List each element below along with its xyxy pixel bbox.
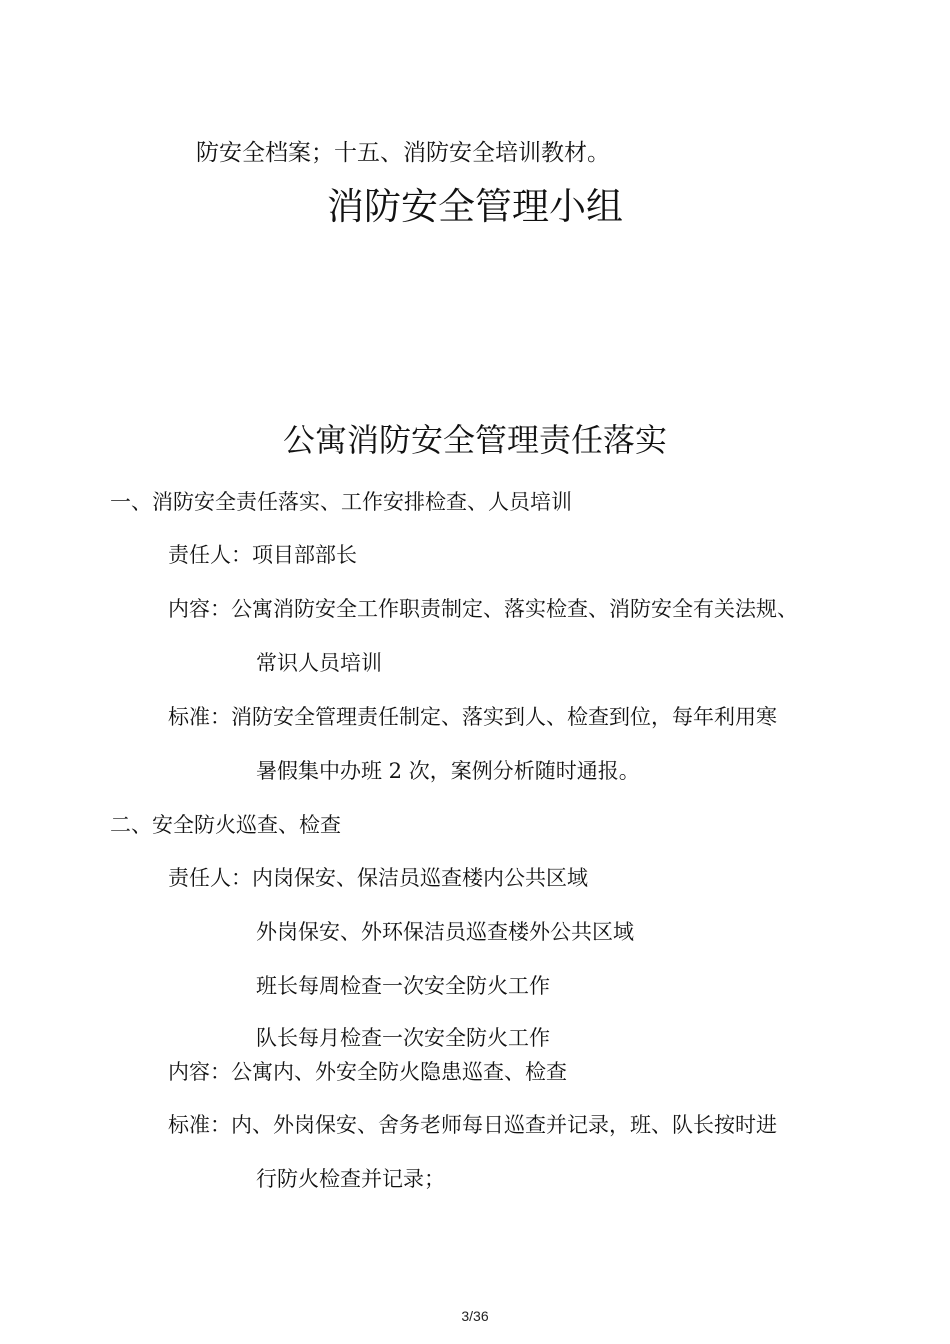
section-2-responsible-line-1: 责任人：内岗保安、保洁员巡查楼内公共区域 xyxy=(168,866,588,890)
section-1-heading: 一、消防安全责任落实、工作安排检查、人员培训 xyxy=(110,490,572,514)
main-title: 消防安全管理小组 xyxy=(327,185,623,228)
section-1-standard-line-1: 标准：消防安全管理责任制定、落实到人、检查到位，每年利用寒 xyxy=(168,705,777,729)
header-line: 防安全档案；十五、消防安全培训教材。 xyxy=(196,140,610,166)
section-2-responsible-line-2: 外岗保安、外环保洁员巡查楼外公共区域 xyxy=(256,920,634,944)
section-2-standard-line-2: 行防火检查并记录； xyxy=(256,1167,445,1191)
section-1-content-line-1: 内容：公寓消防安全工作职责制定、落实检查、消防安全有关法规、 xyxy=(168,597,798,621)
page-number: 3/36 xyxy=(461,1308,489,1324)
section-1-responsible: 责任人：项目部部长 xyxy=(168,543,357,567)
section-1-standard-line-2: 暑假集中办班 2 次，案例分析随时通报。 xyxy=(256,759,640,783)
section-2-responsible-line-4: 队长每月检查一次安全防火工作 xyxy=(256,1026,550,1050)
section-2-content: 内容：公寓内、外安全防火隐患巡查、检查 xyxy=(168,1060,567,1084)
section-2-heading: 二、安全防火巡查、检查 xyxy=(110,813,341,837)
section-2-responsible-line-3: 班长每周检查一次安全防火工作 xyxy=(256,974,550,998)
section-1-content-line-2: 常识人员培训 xyxy=(256,651,382,675)
section-2-standard-line-1: 标准：内、外岗保安、舍务老师每日巡查并记录，班、队长按时进 xyxy=(168,1113,777,1137)
section-title: 公寓消防安全管理责任落实 xyxy=(282,421,667,459)
